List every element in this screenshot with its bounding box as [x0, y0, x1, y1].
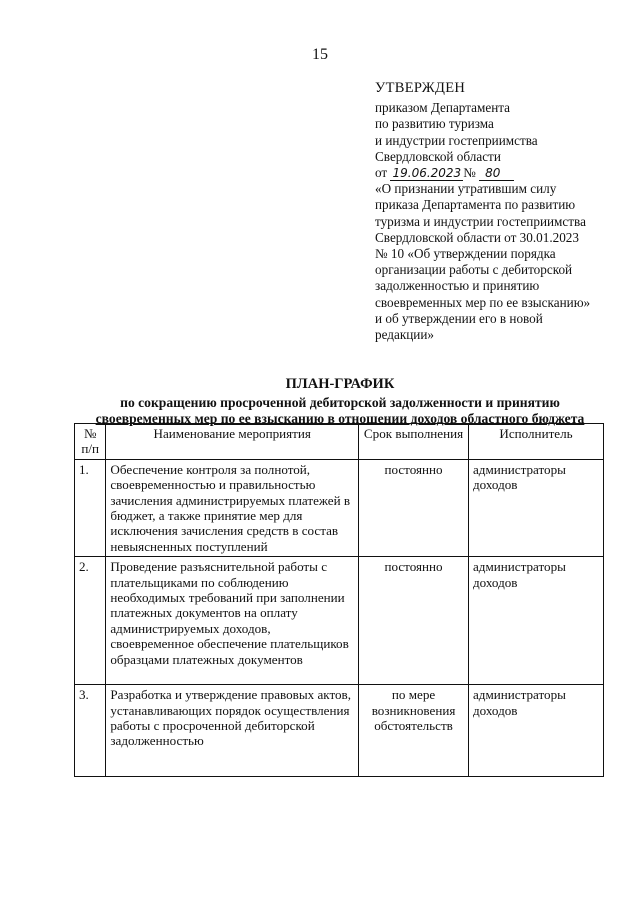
handwritten-number: 80 — [479, 166, 514, 181]
row-executor: администраторы доходов — [469, 557, 604, 685]
table-row — [75, 557, 604, 685]
header-num-line1: № — [83, 426, 97, 441]
row-name: Разработка и утверждение правовых актов, устанавливающих порядок осуществления работы с просроченной дебиторской задолженностью — [106, 685, 359, 777]
title-line-1: по сокращению просроченной дебиторской задолженности и принятию — [120, 394, 560, 410]
document-title — [60, 376, 620, 428]
subject-line: и об утверждении его в новой — [375, 310, 543, 326]
row-num: 3. — [75, 685, 106, 777]
row-term: по мере возникновения обстоятельств — [359, 685, 469, 777]
header-num — [75, 424, 106, 460]
header-num-line2: п/п — [81, 441, 100, 457]
subject-line: Свердловской области от 30.01.2023 — [375, 229, 579, 245]
subject-line: «О признании утратившим силу — [375, 181, 557, 197]
row-num: 1. — [75, 459, 106, 556]
subject-line: задолженностью и принятию — [375, 278, 540, 294]
subject-line: своевременных мер по ее взысканию» — [375, 294, 591, 310]
row-name: Проведение разъяснительной работы с плательщиками по соблюдению необходимых требований при заполнении платежных документов на оплату администрируемых доходов, своевременное обеспечение плательщиков образцами платежных документов — [106, 557, 359, 685]
approval-block — [375, 80, 615, 343]
row-term: постоянно — [359, 557, 469, 685]
handwritten-date: 19.06.2023 — [392, 166, 462, 181]
approval-date-line — [375, 165, 615, 181]
subject-line: приказа Департамента по развитию — [375, 197, 576, 213]
approval-line: и индустрии гостеприимства — [375, 132, 538, 148]
row-executor: администраторы доходов — [469, 685, 604, 777]
table-row — [75, 685, 604, 777]
approval-line: Свердловской области — [375, 148, 501, 164]
plan-table — [74, 423, 604, 777]
subject-line: туризма и индустрии гостеприимства — [375, 213, 586, 229]
title-line-2: своевременных мер по ее взысканию в отношении доходов областного бюджета — [95, 411, 585, 426]
subject-line: № 10 «Об утверждении порядка — [375, 246, 556, 262]
header-executor: Исполнитель — [469, 424, 604, 460]
table-row — [75, 459, 604, 556]
approval-line: приказом Департамента — [375, 100, 511, 116]
subject-line: организации работы с дебиторской — [375, 262, 573, 278]
date-prefix: от — [375, 165, 388, 181]
header-term: Срок выполнения — [359, 424, 469, 460]
subject-line: редакции» — [375, 327, 435, 343]
row-name: Обеспечение контроля за полнотой, своевременностью и правильностью зачисления администрируемых платежей в бюджет, а также принятие мер для исключения зачисления средств в состав невыясненных поступлений — [106, 459, 359, 556]
title-main: ПЛАН-ГРАФИК — [285, 376, 395, 392]
page-number: 15 — [312, 46, 328, 63]
header-name: Наименование мероприятия — [106, 424, 359, 460]
row-num: 2. — [75, 557, 106, 685]
number-label: № — [463, 165, 476, 181]
row-term: постоянно — [359, 459, 469, 556]
row-executor: администраторы доходов — [469, 459, 604, 556]
table-header-row — [75, 424, 604, 460]
approval-line: по развитию туризма — [375, 116, 494, 132]
approval-heading: УТВЕРЖДЕН — [375, 80, 466, 96]
